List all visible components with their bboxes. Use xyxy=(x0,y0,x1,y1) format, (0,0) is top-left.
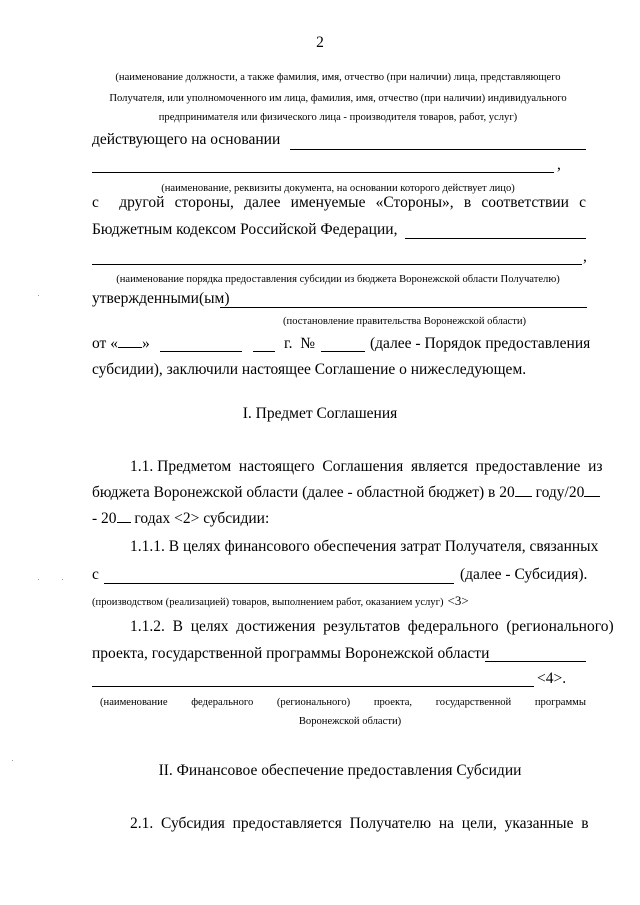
year-blank xyxy=(117,521,131,523)
p111-tail: (далее - Субсидия). xyxy=(460,566,588,583)
caption-production xyxy=(92,592,469,610)
concluded-line: субсидии), заключили настоящее Соглашение о нижеследующем. xyxy=(92,361,527,378)
caption-representative-line1: (наименование должности, а также фамилия, имя, отчество (при наличии) лица, представляющего xyxy=(115,72,561,83)
comma: , xyxy=(583,248,587,265)
caption-word: федерального xyxy=(191,697,254,708)
p11-line2 xyxy=(92,484,600,502)
caption-procedure: (наименование порядка предоставления субсидии из бюджета Воронежской области Получателю) xyxy=(116,274,560,285)
document-details-blank xyxy=(92,172,554,173)
footnote-ref-3: <3> xyxy=(447,593,469,608)
year-blank xyxy=(253,351,275,352)
page-number: 2 xyxy=(316,34,324,51)
budget-code-text: Бюджетным кодексом Российской Федерации, xyxy=(92,221,398,238)
caption-representative-line2: Получателя, или уполномоченного им лица, фамилия, имя, отчество (при наличии) индивидуального xyxy=(109,93,567,104)
date-number-line xyxy=(92,335,150,353)
p11-line3-tail: годах <2> субсидии: xyxy=(134,510,270,527)
section-2-title: II. Финансовое обеспечение предоставления Субсидии xyxy=(158,762,522,779)
programme-name-blank xyxy=(92,686,534,687)
year-blank xyxy=(584,495,600,497)
acting-basis-blank xyxy=(290,149,586,150)
caption-representative-line3: предпринимателя или физического лица - производителя товаров, работ, услуг) xyxy=(158,112,518,123)
p11-line3 xyxy=(92,510,269,528)
p111-line1: 1.1.1. В целях финансового обеспечения затрат Получателя, связанных xyxy=(130,538,599,555)
procedure-name-blank xyxy=(92,264,582,265)
caption-word: программы xyxy=(534,697,586,708)
approved-blank xyxy=(220,307,587,308)
caption-resolution: (постановление правительства Воронежской области) xyxy=(283,316,527,327)
programme-blank xyxy=(485,661,586,662)
caption-word: (наименование xyxy=(100,697,168,708)
order-label: (далее - Порядок предоставления xyxy=(370,335,591,352)
budget-code-blank xyxy=(405,238,586,239)
number-label: г. № xyxy=(284,335,316,352)
p11-line3-text: - 20 xyxy=(92,510,117,527)
day-blank xyxy=(118,346,142,348)
section-1-title: I. Предмет Соглашения xyxy=(242,405,398,422)
caption-word: проекта, xyxy=(373,697,413,708)
caption-document: (наименование, реквизиты документа, на основании которого действует лицо) xyxy=(161,183,515,194)
acting-basis-label: действующего на основании xyxy=(92,131,281,148)
date-close-label: » xyxy=(141,335,150,352)
sides-line: с другой стороны, далее именуемые «Стороны», в соответствии с xyxy=(92,194,586,211)
p11-line1: 1.1. Предметом настоящего Соглашения является предоставление из xyxy=(130,458,603,475)
caption-production-text: (производством (реализацией) товаров, выполнением работ, оказанием услуг) xyxy=(92,597,444,608)
comma: , xyxy=(557,156,561,173)
approved-label: утвержденными(ым) xyxy=(92,290,230,307)
month-blank xyxy=(160,351,242,352)
footnote-ref-4: <4>. xyxy=(537,670,567,687)
p112-line1: 1.1.2. В целях достижения результатов федерального (регионального) xyxy=(130,618,614,635)
costs-blank xyxy=(104,583,454,584)
p11-line2-year-text: году/20 xyxy=(535,484,585,501)
p112-line2: проекта, государственной программы Воронежской области xyxy=(92,645,490,662)
caption-programme-line1 xyxy=(100,697,586,708)
p21-line1: 2.1. Субсидия предоставляется Получателю на цели, указанные в xyxy=(130,815,589,832)
caption-word: государственной xyxy=(435,697,512,708)
date-open-label: от « xyxy=(92,335,118,352)
p11-line2-text: бюджета Воронежской области (далее - областной бюджет) в 20 xyxy=(92,484,515,501)
caption-programme-line2: Воронежской области) xyxy=(298,716,402,727)
caption-word: (регионального) xyxy=(276,697,351,708)
p111-c: с xyxy=(92,566,99,583)
number-blank xyxy=(321,351,365,352)
year-blank xyxy=(515,495,532,497)
